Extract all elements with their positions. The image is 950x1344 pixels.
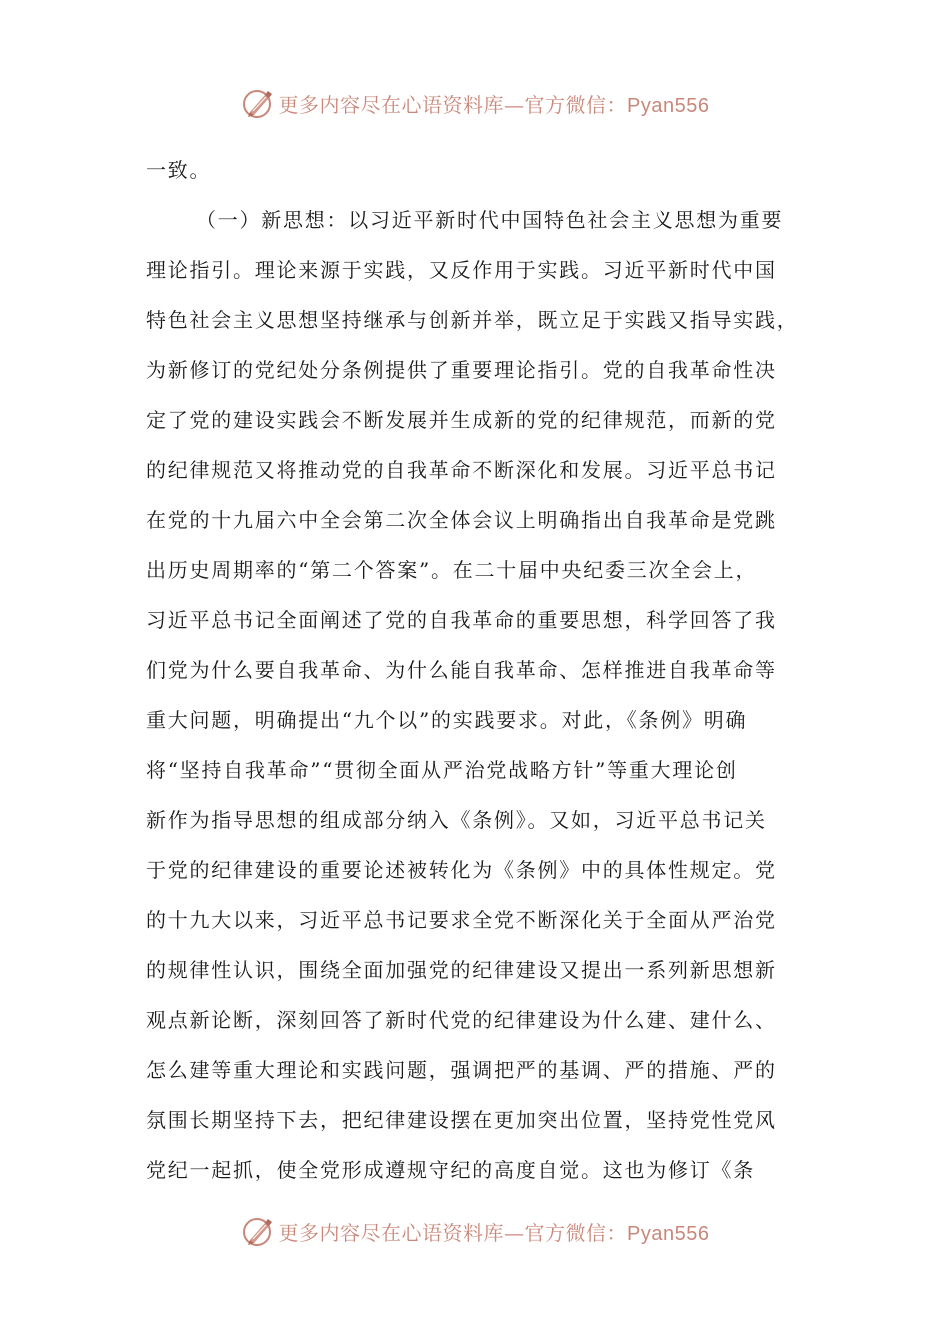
body-line: 习近平总书记全面阐述了党的自我革命的重要思想，科学回答了我 — [146, 608, 777, 632]
body-line: 将“坚持自我革命”“贯彻全面从严治党战略方针”等重大理论创 — [146, 758, 738, 782]
body-line: 特色社会主义思想坚持继承与创新并举，既立足于实践又指导实践， — [146, 308, 799, 332]
body-line: 新作为指导思想的组成部分纳入《条例》。又如，习近平总书记关 — [146, 808, 767, 832]
pen-logo-icon — [241, 1214, 275, 1248]
body-line: 在党的十九届六中全会第二次全体会议上明确指出自我革命是党跳 — [146, 508, 777, 532]
paragraph-heading-line: （一）新思想：以习近平新时代中国特色社会主义思想为重要 — [196, 208, 784, 232]
header-banner-wechat-id: Pyan556 — [627, 94, 710, 117]
footer-banner — [0, 1211, 950, 1251]
body-line: 的十九大以来，习近平总书记要求全党不断深化关于全面从严治党 — [146, 908, 777, 932]
body-line: 党纪一起抓，使全党形成遵规守纪的高度自觉。这也为修订《条 — [146, 1158, 755, 1182]
body-line: 理论指引。理论来源于实践，又反作用于实践。习近平新时代中国 — [146, 258, 777, 282]
header-banner-label: 更多内容尽在心语资料库—官方微信： — [278, 92, 628, 117]
body-line: 们党为什么要自我革命、为什么能自我革命、怎样推进自我革命等 — [146, 658, 777, 682]
footer-banner-text — [279, 1217, 710, 1246]
body-line: 的纪律规范又将推动党的自我革命不断深化和发展。习近平总书记 — [146, 458, 777, 482]
body-line: 定了党的建设实践会不断发展并生成新的党的纪律规范，而新的党 — [146, 408, 777, 432]
body-line: 重大问题，明确提出“九个以”的实践要求。对此，《条例》明确 — [146, 708, 748, 732]
body-line: 于党的纪律建设的重要论述被转化为《条例》中的具体性规定。党 — [146, 858, 777, 882]
body-line: 的规律性认识，围绕全面加强党的纪律建设又提出一系列新思想新 — [146, 958, 777, 982]
body-line: 观点新论断，深刻回答了新时代党的纪律建设为什么建、建什么、 — [146, 1008, 777, 1032]
body-line: 出历史周期率的“第二个答案”。在二十届中央纪委三次全会上， — [146, 558, 758, 582]
footer-banner-wechat-id: Pyan556 — [627, 1222, 710, 1245]
footer-banner-label: 更多内容尽在心语资料库—官方微信： — [278, 1220, 628, 1245]
body-line: 为新修订的党纪处分条例提供了重要理论指引。党的自我革命性决 — [146, 358, 777, 382]
body-line: 怎么建等重大理论和实践问题，强调把严的基调、严的措施、严的 — [146, 1058, 777, 1082]
body-line: 一致。 — [146, 158, 212, 182]
body-line: 氛围长期坚持下去，把纪律建设摆在更加突出位置，坚持党性党风 — [146, 1108, 777, 1132]
